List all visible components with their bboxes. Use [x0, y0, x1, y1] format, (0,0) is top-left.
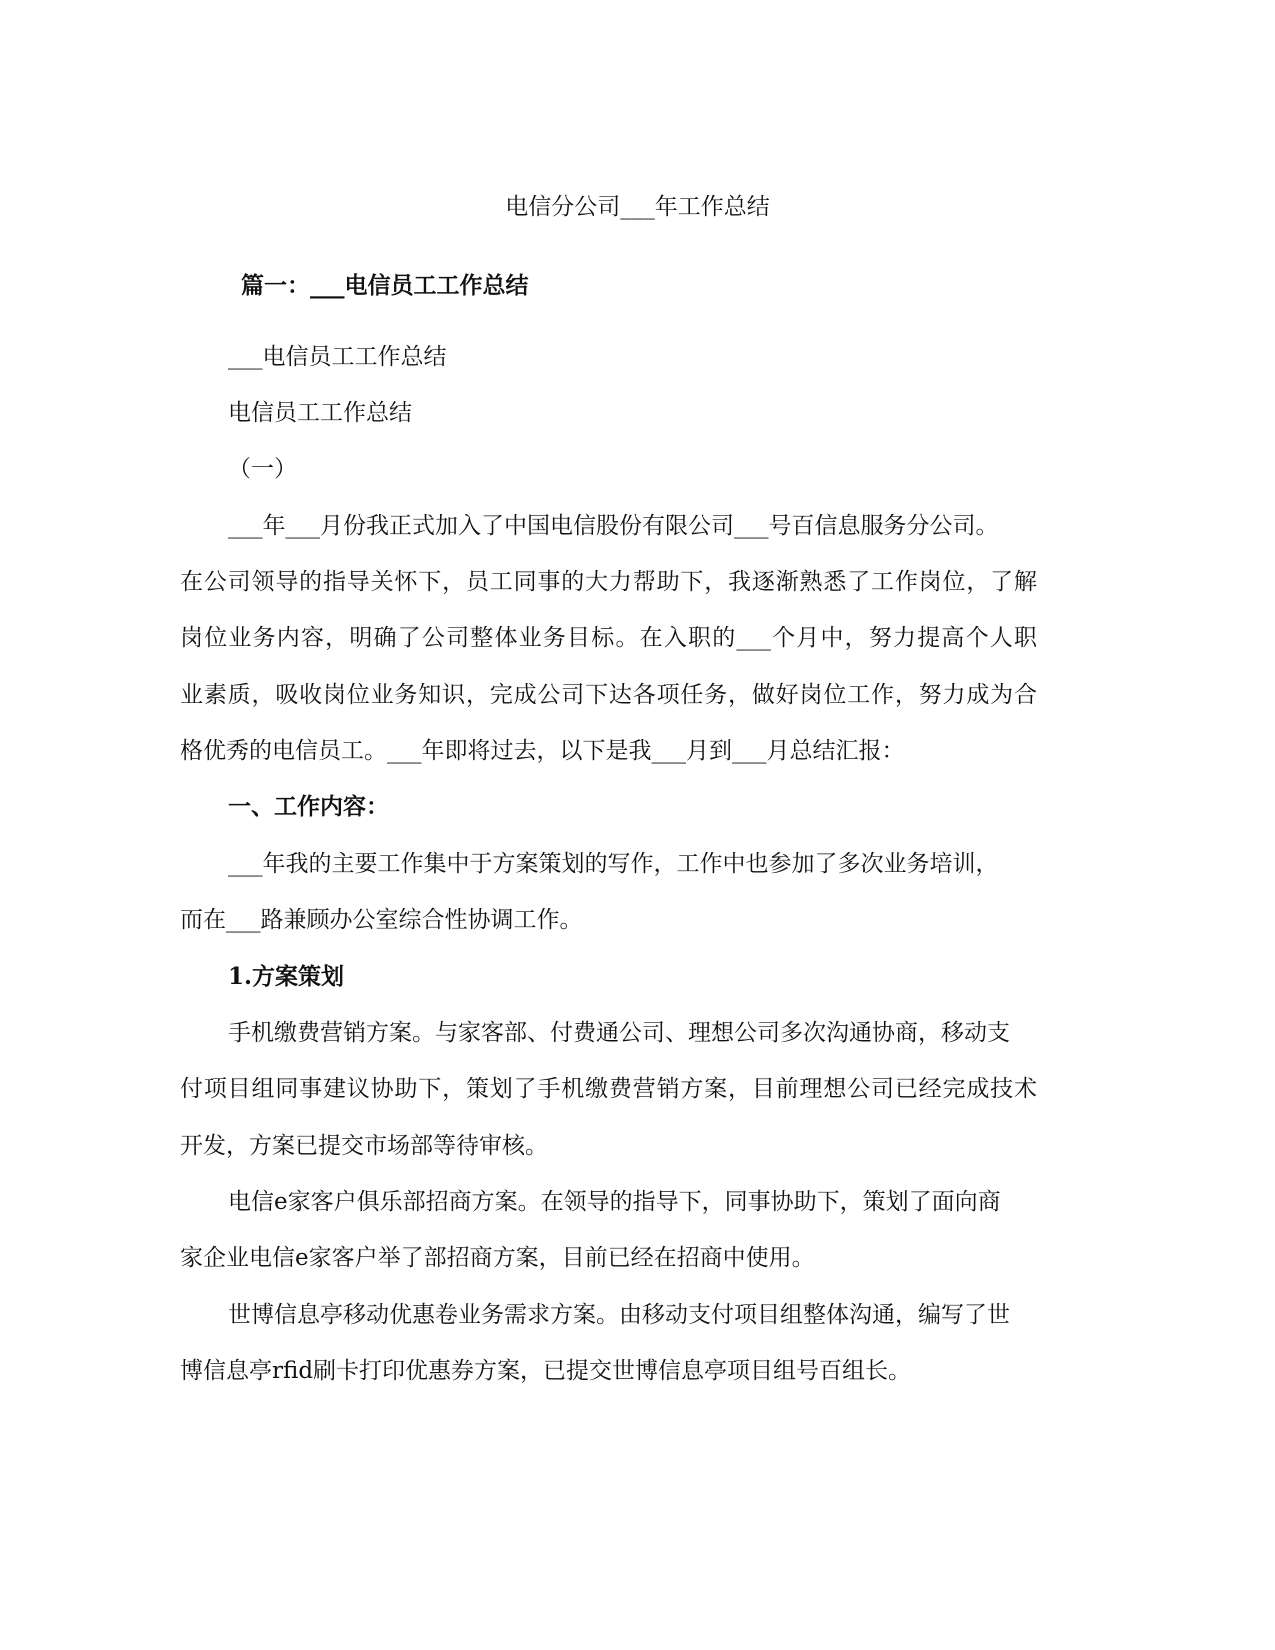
- part-label: （一）: [228, 456, 297, 482]
- intro-line: 格优秀的电信员工。___年即将过去，以下是我___月到___月总结汇报：: [180, 738, 905, 764]
- work-line: 而在___路兼顾办公室综合性协调工作。: [180, 907, 583, 933]
- intro-line: 岗位业务内容，明确了公司整体业务目标。在入职的___个月中，努力提高个人职: [180, 625, 1037, 651]
- plan-line: 手机缴费营销方案。与家客部、付费通公司、理想公司多次沟通协商，移动支: [228, 1020, 1010, 1046]
- plan-line: 博信息亭rfid刷卡打印优惠券方案，已提交世博信息亭项目组号百组长。: [180, 1358, 912, 1384]
- intro-line: 业素质，吸收岗位业务知识，完成公司下达各项任务，做好岗位工作，努力成为合: [180, 682, 1037, 708]
- subsection-heading: 1.方案策划: [228, 963, 345, 990]
- work-line: ___年我的主要工作集中于方案策划的写作，工作中也参加了多次业务培训，: [228, 851, 999, 877]
- plan-line: 付项目组同事建议协助下，策划了手机缴费营销方案，目前理想公司已经完成技术: [180, 1076, 1037, 1102]
- sub-title-1: ___电信员工工作总结: [228, 344, 447, 370]
- plan-line: 家企业电信e家客户举了部招商方案，目前已经在招商中使用。: [180, 1245, 815, 1271]
- document-title: 电信分公司___年工作总结: [505, 194, 770, 220]
- plan-line: 开发，方案已提交市场部等待审核。: [180, 1133, 548, 1159]
- chapter-heading: 篇一：___电信员工工作总结: [241, 272, 529, 299]
- intro-line: 在公司领导的指导关怀下，员工同事的大力帮助下，我逐渐熟悉了工作岗位，了解: [180, 569, 1037, 595]
- section-heading: 一、工作内容：: [228, 793, 389, 820]
- sub-title-2: 电信员工工作总结: [228, 400, 412, 426]
- intro-line: ___年___月份我正式加入了中国电信股份有限公司___号百信息服务分公司。: [228, 513, 999, 539]
- plan-line: 世博信息亭移动优惠卷业务需求方案。由移动支付项目组整体沟通，编写了世: [228, 1302, 1010, 1328]
- plan-line: 电信e家客户俱乐部招商方案。在领导的指导下，同事协助下，策划了面向商: [228, 1189, 1001, 1215]
